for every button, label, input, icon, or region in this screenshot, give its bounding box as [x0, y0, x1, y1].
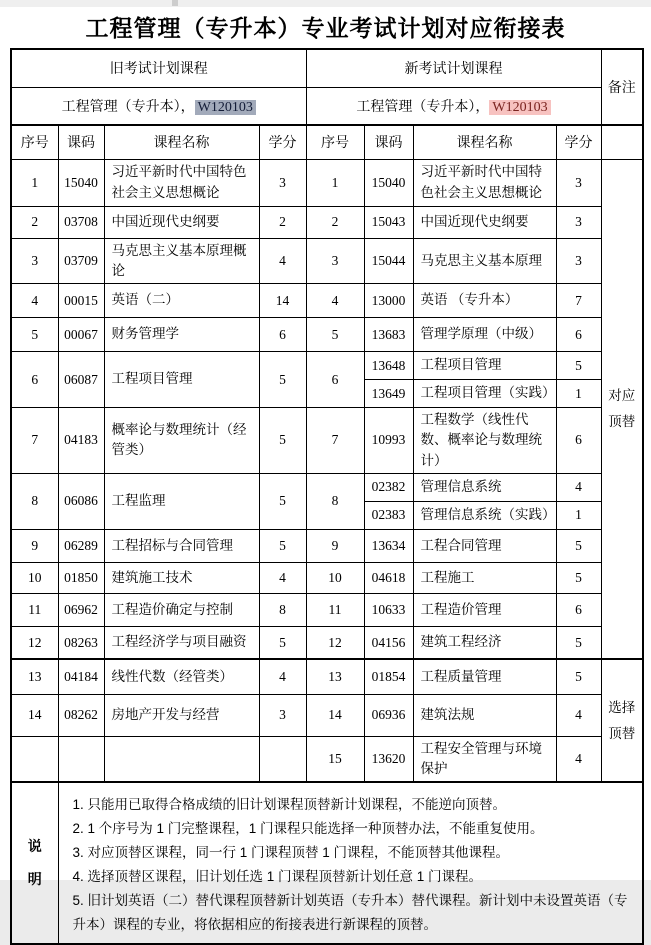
table-row	[11, 238, 643, 284]
old-course-code: 03708	[58, 206, 104, 238]
new-course-code: 13649	[364, 380, 413, 408]
new-course-name: 马克思主义基本原理	[413, 238, 556, 284]
document	[0, 7, 651, 933]
new-course-credits: 6	[556, 318, 601, 352]
old-course-name: 马克思主义基本原理概论	[104, 238, 259, 284]
old-course-code: 06087	[58, 352, 104, 408]
page-title: 工程管理（专升本）专业考试计划对应衔接表	[85, 16, 566, 41]
table-row	[11, 206, 643, 238]
new-course-name: 中国近现代史纲要	[413, 206, 556, 238]
col-header-new-name: 课程名称	[413, 125, 556, 159]
new-course-name: 工程数学（线性代数、概率论与数理统计）	[413, 408, 556, 474]
old-course-credits: 5	[259, 352, 306, 408]
new-course-credits: 3	[556, 159, 601, 206]
new-course-code: 13648	[364, 352, 413, 380]
col-header-remark-empty	[601, 125, 643, 159]
old-course-name: 概率论与数理统计（经管类）	[104, 408, 259, 474]
new-course-credits: 7	[556, 284, 601, 318]
old-course-seq: 2	[11, 206, 58, 238]
table-row	[11, 408, 643, 474]
old-course-code: 15040	[58, 159, 104, 206]
table-row	[11, 659, 643, 694]
new-course-code: 15040	[364, 159, 413, 206]
new-course-credits: 6	[556, 408, 601, 474]
old-course-name: 习近平新时代中国特色社会主义思想概论	[104, 159, 259, 206]
old-course-code: 04184	[58, 659, 104, 694]
table-row	[11, 529, 643, 562]
new-course-seq: 3	[306, 238, 364, 284]
new-course-name: 管理学原理（中级）	[413, 318, 556, 352]
old-course-seq: 4	[11, 284, 58, 318]
new-course-code: 13683	[364, 318, 413, 352]
remark-correspond-cell	[601, 159, 643, 659]
new-course-name: 工程合同管理	[413, 529, 556, 562]
col-header-old-credits: 学分	[259, 125, 306, 159]
new-course-code: 13620	[364, 736, 413, 782]
new-course-credits: 5	[556, 562, 601, 593]
new-course-seq: 13	[306, 659, 364, 694]
old-course-seq: 3	[11, 238, 58, 284]
old-course-credits: 5	[259, 529, 306, 562]
new-course-seq: 1	[306, 159, 364, 206]
page-top-tick	[172, 0, 178, 6]
old-program-cell	[11, 87, 306, 125]
col-header-old-code: 课码	[58, 125, 104, 159]
new-course-name: 工程项目管理（实践）	[413, 380, 556, 408]
old-course-name: 财务管理学	[104, 318, 259, 352]
new-course-credits: 6	[556, 593, 601, 626]
old-course-name	[104, 736, 259, 782]
new-course-credits: 5	[556, 529, 601, 562]
old-course-name: 线性代数（经管类）	[104, 659, 259, 694]
new-course-seq: 11	[306, 593, 364, 626]
old-course-code: 08263	[58, 626, 104, 659]
new-course-code: 10633	[364, 593, 413, 626]
remark-select-label: 选择顶替	[608, 700, 636, 741]
old-course-seq: 14	[11, 694, 58, 736]
old-course-seq: 11	[11, 593, 58, 626]
new-course-seq: 7	[306, 408, 364, 474]
old-course-name: 建筑施工技术	[104, 562, 259, 593]
old-course-seq: 7	[11, 408, 58, 474]
new-course-code: 15044	[364, 238, 413, 284]
old-program-name: 工程管理（专升本），	[61, 99, 195, 115]
new-program-name: 工程管理（专升本），	[356, 99, 490, 115]
old-course-name: 工程招标与合同管理	[104, 529, 259, 562]
course-mapping-table	[10, 48, 644, 945]
table-row	[11, 562, 643, 593]
new-course-seq: 12	[306, 626, 364, 659]
new-course-name: 建筑工程经济	[413, 626, 556, 659]
table-row	[11, 49, 643, 87]
old-course-code: 01850	[58, 562, 104, 593]
old-course-code: 00067	[58, 318, 104, 352]
new-course-code: 04156	[364, 626, 413, 659]
old-course-code: 06962	[58, 593, 104, 626]
old-course-credits: 14	[259, 284, 306, 318]
table-row	[11, 694, 643, 736]
table-row	[11, 782, 643, 944]
new-course-name: 工程项目管理	[413, 352, 556, 380]
new-course-seq: 8	[306, 473, 364, 529]
table-row	[11, 159, 643, 206]
note-item-1: 1. 只能用已取得合格成绩的旧计划课程顶替新计划课程，不能逆向顶替。	[72, 797, 507, 813]
old-course-credits: 6	[259, 318, 306, 352]
new-course-name: 工程安全管理与环境保护	[413, 736, 556, 782]
new-course-code: 13000	[364, 284, 413, 318]
col-header-new-credits: 学分	[556, 125, 601, 159]
new-course-credits: 5	[556, 626, 601, 659]
new-course-code: 13634	[364, 529, 413, 562]
old-course-seq: 1	[11, 159, 58, 206]
notes-label-cell	[11, 782, 58, 944]
new-course-seq: 15	[306, 736, 364, 782]
notes-label: 说明	[27, 837, 42, 888]
new-course-name: 英语 （专升本）	[413, 284, 556, 318]
new-course-credits: 5	[556, 659, 601, 694]
new-program-code: W120103	[489, 100, 550, 115]
new-course-code: 15043	[364, 206, 413, 238]
note-item-2: 2. 1 个序号为 1 门完整课程，1 门课程只能选择一种顶替办法，不能重复使用。	[72, 821, 544, 837]
table-row	[11, 626, 643, 659]
new-course-seq: 10	[306, 562, 364, 593]
new-course-seq: 5	[306, 318, 364, 352]
new-course-code: 06936	[364, 694, 413, 736]
old-course-name: 工程监理	[104, 473, 259, 529]
table-row	[11, 736, 643, 782]
table-row	[11, 593, 643, 626]
new-plan-header: 新考试计划课程	[306, 49, 601, 87]
old-course-seq: 9	[11, 529, 58, 562]
old-course-name: 工程项目管理	[104, 352, 259, 408]
old-course-seq: 10	[11, 562, 58, 593]
new-course-seq: 6	[306, 352, 364, 408]
old-course-name: 中国近现代史纲要	[104, 206, 259, 238]
new-course-code: 02382	[364, 473, 413, 501]
table-row	[11, 473, 643, 501]
remark-correspond-label: 对应顶替	[608, 388, 636, 429]
old-course-seq: 5	[11, 318, 58, 352]
new-course-name: 工程施工	[413, 562, 556, 593]
new-course-code: 02383	[364, 501, 413, 529]
new-course-seq: 9	[306, 529, 364, 562]
col-header-new-code: 课码	[364, 125, 413, 159]
table-row	[11, 87, 643, 125]
new-course-credits: 3	[556, 238, 601, 284]
new-course-code: 04618	[364, 562, 413, 593]
new-course-credits: 4	[556, 694, 601, 736]
old-plan-header: 旧考试计划课程	[11, 49, 306, 87]
new-course-code: 01854	[364, 659, 413, 694]
col-header-new-seq: 序号	[306, 125, 364, 159]
old-course-seq: 6	[11, 352, 58, 408]
new-course-code: 10993	[364, 408, 413, 474]
old-course-name: 工程造价确定与控制	[104, 593, 259, 626]
new-course-seq: 4	[306, 284, 364, 318]
old-course-credits: 5	[259, 626, 306, 659]
old-course-code: 03709	[58, 238, 104, 284]
old-course-code: 08262	[58, 694, 104, 736]
old-course-name: 房地产开发与经营	[104, 694, 259, 736]
note-item-4: 4. 选择顶替区课程，旧计划任选 1 门课程顶替新计划任意 1 门课程。	[72, 869, 483, 885]
new-course-name: 工程质量管理	[413, 659, 556, 694]
new-course-credits: 5	[556, 352, 601, 380]
old-course-credits: 2	[259, 206, 306, 238]
note-item-5: 5. 旧计划英语（二）替代课程顶替新计划英语（专升本）替代课程。新计划中未设置英语（专升本）课程的专业，将依据相应的衔接表进行新课程的顶替。	[72, 893, 628, 933]
old-course-credits	[259, 736, 306, 782]
new-course-name: 工程造价管理	[413, 593, 556, 626]
old-course-credits: 4	[259, 659, 306, 694]
page-top-strip	[0, 0, 651, 7]
old-course-name: 英语（二）	[104, 284, 259, 318]
old-course-credits: 8	[259, 593, 306, 626]
remark-header: 备注	[601, 49, 643, 125]
new-course-credits: 3	[556, 206, 601, 238]
notes-cell	[58, 782, 643, 944]
old-course-credits: 5	[259, 408, 306, 474]
old-course-credits: 3	[259, 694, 306, 736]
old-course-seq	[11, 736, 58, 782]
new-course-name: 建筑法规	[413, 694, 556, 736]
old-course-credits: 4	[259, 238, 306, 284]
old-course-seq: 12	[11, 626, 58, 659]
new-course-seq: 2	[306, 206, 364, 238]
old-course-name: 工程经济学与项目融资	[104, 626, 259, 659]
old-course-seq: 8	[11, 473, 58, 529]
table-row	[11, 284, 643, 318]
old-course-seq: 13	[11, 659, 58, 694]
col-header-old-name: 课程名称	[104, 125, 259, 159]
table-row	[11, 125, 643, 159]
col-header-old-seq: 序号	[11, 125, 58, 159]
old-course-credits: 4	[259, 562, 306, 593]
old-course-code: 00015	[58, 284, 104, 318]
old-course-code: 04183	[58, 408, 104, 474]
table-row	[11, 352, 643, 380]
new-course-credits: 1	[556, 380, 601, 408]
table-row	[11, 318, 643, 352]
old-course-credits: 3	[259, 159, 306, 206]
new-course-credits: 4	[556, 736, 601, 782]
old-course-code	[58, 736, 104, 782]
remark-select-cell	[601, 659, 643, 782]
new-course-name: 管理信息系统	[413, 473, 556, 501]
old-course-code: 06086	[58, 473, 104, 529]
new-course-name: 习近平新时代中国特色社会主义思想概论	[413, 159, 556, 206]
note-item-3: 3. 对应顶替区课程，同一行 1 门课程顶替 1 门课程，不能顶替其他课程。	[72, 845, 510, 861]
new-course-seq: 14	[306, 694, 364, 736]
new-program-cell	[306, 87, 601, 125]
old-program-code: W120103	[195, 100, 256, 115]
old-course-code: 06289	[58, 529, 104, 562]
new-course-credits: 1	[556, 501, 601, 529]
old-course-credits: 5	[259, 473, 306, 529]
new-course-credits: 4	[556, 473, 601, 501]
new-course-name: 管理信息系统（实践）	[413, 501, 556, 529]
